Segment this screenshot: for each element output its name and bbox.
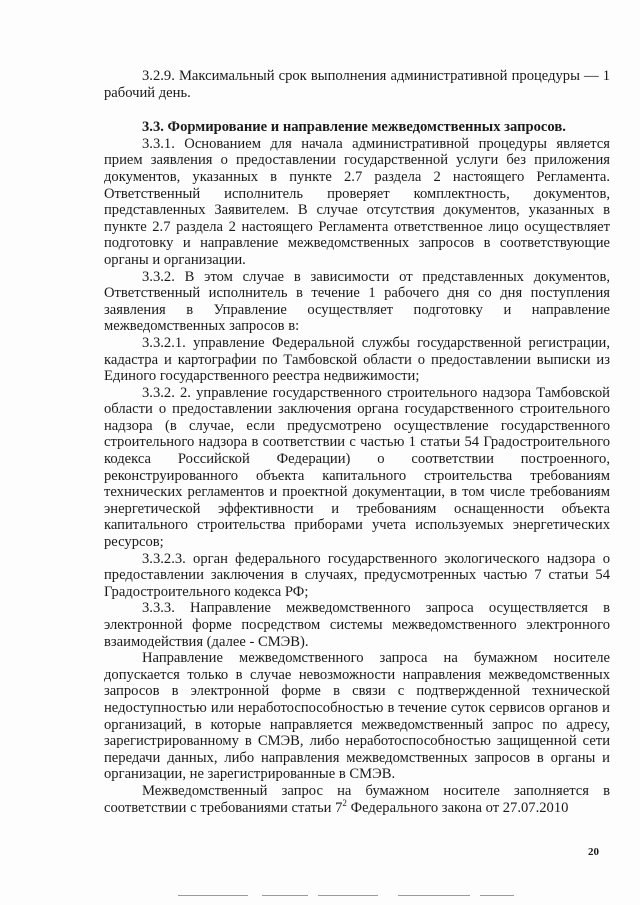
paragraph-3-3-1: 3.3.1. Основанием для начала административной процедуры является прием заявления о предоставлении государственной услуги без приложения документов, указанных в пункте 2.7 раздела 2 настоящего Регламента. Ответственный исполнитель проверяет комплектность, документов, представленных Заявителем. В случае отсутствия документов, указанных в пункте 2.7 раздела 2 настоящего Регламента ответственное лицо осуществляет подготовку и направление межведомственных запросов в соответствующие органы и организации.: [104, 135, 610, 268]
paragraph-3-2-9: 3.2.9. Максимальный срок выполнения административной процедуры — 1 рабочий день.: [104, 68, 610, 101]
paragraph-text-after-sup: Федерального закона от 27.07.2010: [346, 799, 569, 816]
paragraph-3-3-2: 3.3.2. В этом случае в зависимости от представленных документов, Ответственный исполнитель в течение 1 рабочего дня со дня поступления заявления в Управление осуществляет подготовку и направление межведомственных запросов в:: [104, 268, 610, 335]
paragraph-3-3-2-1: 3.3.2.1. управление Федеральной службы государственной регистрации, кадастра и картографии по Тамбовской области о предоставлении выписки из Единого государственного реестра недвижимости;: [104, 334, 610, 385]
scan-edge-artifact: [0, 893, 640, 899]
paragraph-3-3-2-2: 3.3.2. 2. управление государственного строительного надзора Тамбовской области о предоставлении заключения органа государственного строительного надзора (в случае, если предусмотрено осуществление государственного строительного надзора в соответствии с частью 1 статьи 54 Градостроительного кодекса Российской Федерации) о соответствии построенного, реконструированного объекта капитального строительства требованиям технических регламентов и проектной документации, в том числе требованиям энергетической эффективности и требованиям оснащенности объекта капитального строительства приборами учета используемых энергетических ресурсов;: [104, 384, 610, 551]
page-number: 20: [588, 846, 599, 858]
document-body: [104, 68, 610, 816]
paragraph-3-3-2-3: 3.3.2.3. орган федерального государственного экологического надзора о предоставлении заключения в случаях, предусмотренных частью 7 статьи 54 Градостроительного кодекса РФ;: [104, 550, 610, 600]
paragraph-text-before-sup: Межведомственный запрос на бумажном носителе заполняется в соответствии с требованиями статьи 7: [104, 782, 610, 816]
paragraph-paper-request-fill: [104, 783, 610, 816]
section-heading-3-3: 3.3. Формирование и направление межведомственных запросов.: [142, 119, 566, 136]
superscript-mark: 2: [342, 797, 347, 808]
paragraph-paper-request: Направление межведомственного запроса на бумажном носителе допускается только в случае невозможности направления межведомственных запросов в электронной форме в связи с подтвержденной технической недоступностью или неработоспособностью в течение суток сервисов органов и организаций, в которые направляется межведомственный запрос по адресу, зарегистрированному в СМЭВ, либо неработоспособностью защищенной сети передачи данных, либо направления межведомственных запросов в органы и организации, не зарегистрированные в СМЭВ.: [104, 650, 610, 783]
paragraph-3-3-3: 3.3.3. Направление межведомственного запроса осуществляется в электронной форме посредством системы межведомственного электронного взаимодействия (далее - СМЭВ).: [104, 600, 610, 650]
